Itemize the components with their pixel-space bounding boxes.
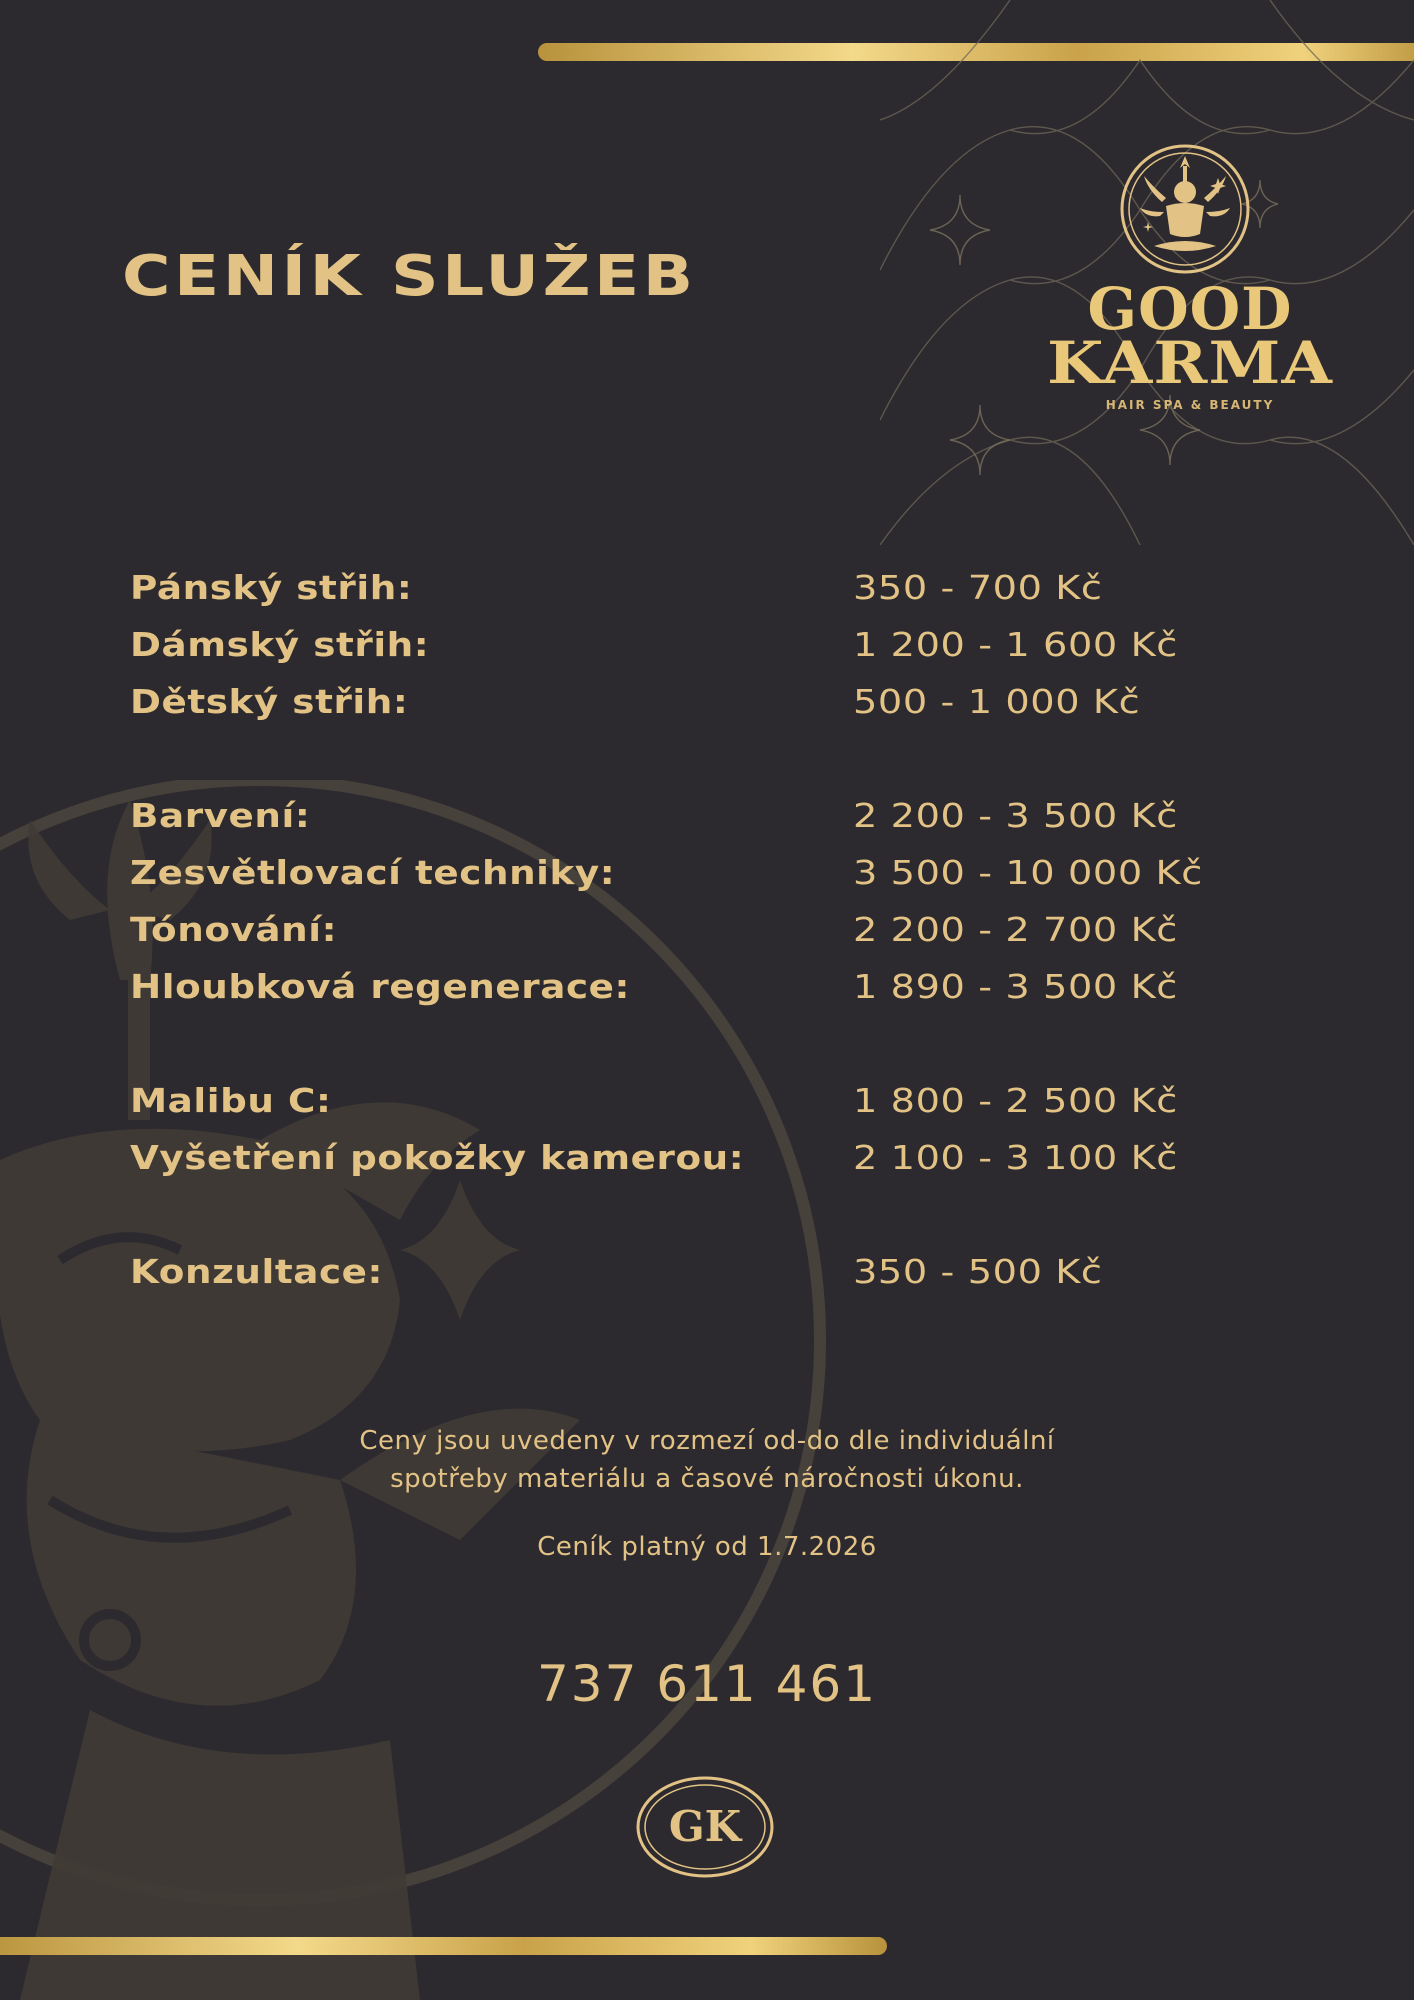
price-row [130, 967, 1310, 1024]
service-price: 350 - 700 Kč [853, 568, 1103, 607]
logo-word-karma: KARMA [1046, 329, 1334, 397]
service-name: Tónování: [130, 910, 338, 949]
price-row [130, 682, 1310, 739]
phone-number[interactable]: 737 611 461 [536, 1655, 878, 1713]
service-price: 1 800 - 2 500 Kč [853, 1081, 1178, 1120]
validity-note: Ceník platný od 1.7.2026 [537, 1532, 877, 1562]
good-karma-logo [1040, 138, 1360, 418]
service-name: Dámský střih: [130, 625, 430, 664]
service-price: 2 200 - 2 700 Kč [853, 910, 1178, 949]
price-row [130, 1138, 1310, 1195]
price-list [130, 568, 1310, 1309]
price-note-line2: spotřeby materiálu a časové náročnosti úkonu. [390, 1464, 1024, 1494]
service-name: Barvení: [130, 796, 311, 835]
bottom-gold-bar [0, 1937, 887, 1955]
service-price: 3 500 - 10 000 Kč [853, 853, 1203, 892]
service-name: Dětský střih: [130, 682, 409, 721]
group-spacer [130, 739, 1310, 796]
service-price: 1 200 - 1 600 Kč [853, 625, 1178, 664]
service-price: 2 100 - 3 100 Kč [853, 1138, 1178, 1177]
page-title: CENÍK SLUŽEB [122, 244, 697, 309]
service-name: Vyšetření pokožky kamerou: [130, 1138, 745, 1177]
service-name: Konzultace: [130, 1252, 383, 1291]
gk-monogram-logo [635, 1775, 775, 1879]
price-row [130, 568, 1310, 625]
service-name: Malibu C: [130, 1081, 332, 1120]
deity-emblem-icon [1118, 142, 1252, 276]
group-spacer [130, 1195, 1310, 1252]
group-spacer [130, 1024, 1310, 1081]
logo-tagline: HAIR SPA & BEAUTY [1105, 398, 1275, 412]
service-price: 500 - 1 000 Kč [853, 682, 1141, 721]
service-price: 2 200 - 3 500 Kč [853, 796, 1178, 835]
service-price: 1 890 - 3 500 Kč [853, 967, 1178, 1006]
service-name: Hloubková regenerace: [130, 967, 630, 1006]
price-row [130, 1081, 1310, 1138]
price-note-line1: Ceny jsou uvedeny v rozmezí od-do dle individuální [359, 1426, 1055, 1456]
service-name: Pánský střih: [130, 568, 413, 607]
logo-word-good: GOOD [1087, 275, 1293, 343]
price-row [130, 853, 1310, 910]
price-row [130, 1252, 1310, 1309]
gk-monogram-text: GK [668, 1802, 742, 1851]
price-row [130, 625, 1310, 682]
price-row [130, 910, 1310, 967]
service-price: 350 - 500 Kč [853, 1252, 1103, 1291]
price-row [130, 796, 1310, 853]
service-name: Zesvětlovací techniky: [130, 853, 616, 892]
